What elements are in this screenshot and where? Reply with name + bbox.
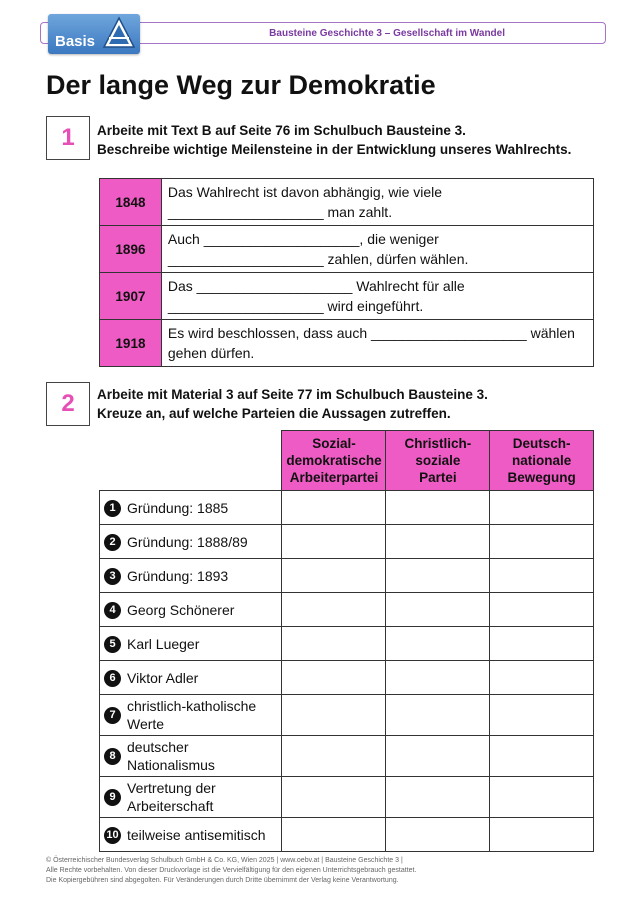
timeline-year: 1918 bbox=[100, 320, 162, 367]
checkbox-cell-csp[interactable] bbox=[386, 525, 490, 559]
statement-label: Gründung: 1893 bbox=[127, 567, 229, 584]
checkbox-cell-sdap[interactable] bbox=[282, 818, 386, 852]
timeline-text[interactable] bbox=[161, 226, 593, 273]
timeline-text-line1: Auch ____________________, die weniger bbox=[167, 231, 439, 247]
timeline-text[interactable] bbox=[161, 273, 593, 320]
checkbox-cell-sdap[interactable] bbox=[282, 695, 386, 736]
statement-row bbox=[100, 525, 594, 559]
checkbox-cell-sdap[interactable] bbox=[282, 661, 386, 695]
checkbox-cell-deutschnational[interactable] bbox=[490, 627, 594, 661]
statement-label: Viktor Adler bbox=[127, 669, 199, 686]
column-header-deutschnational: Deutsch- nationale Bewegung bbox=[490, 431, 594, 491]
page-title: Der lange Weg zur Demokratie bbox=[46, 70, 436, 100]
task-1-instruction-line1: Arbeite mit Text B auf Seite 76 im Schulbuch Bausteine 3. bbox=[97, 123, 466, 138]
checkbox-cell-csp[interactable] bbox=[386, 559, 490, 593]
checkbox-cell-deutschnational[interactable] bbox=[490, 593, 594, 627]
checkbox-cell-csp[interactable] bbox=[386, 736, 490, 777]
footer-line2: Alle Rechte vorbehalten. Von dieser Druckvorlage ist die Vervielfältigung für den eigenen Unterrichtsgebrauch gestattet. bbox=[46, 867, 417, 874]
timeline-text[interactable] bbox=[161, 320, 593, 367]
number-badge-icon: 3 bbox=[104, 568, 121, 585]
timeline-row bbox=[100, 226, 594, 273]
statement-label-cell bbox=[100, 627, 282, 661]
checkbox-cell-csp[interactable] bbox=[386, 818, 490, 852]
number-badge-icon: 4 bbox=[104, 602, 121, 619]
timeline-year: 1907 bbox=[100, 273, 162, 320]
checkbox-cell-csp[interactable] bbox=[386, 593, 490, 627]
timeline-text-line1: Das ____________________ Wahlrecht für alle bbox=[167, 278, 465, 294]
checkbox-cell-deutschnational[interactable] bbox=[490, 559, 594, 593]
statement-label: Gründung: 1888/89 bbox=[127, 533, 248, 550]
statement-label: Karl Lueger bbox=[127, 635, 200, 652]
timeline-text-line2: ____________________ man zahlt. bbox=[167, 204, 393, 220]
statement-label: christlich-katholische Werte bbox=[127, 698, 257, 732]
statement-row bbox=[100, 559, 594, 593]
number-badge-icon: 9 bbox=[104, 789, 121, 806]
checkbox-cell-sdap[interactable] bbox=[282, 627, 386, 661]
statement-label-cell bbox=[100, 777, 282, 818]
triangle-logo-icon bbox=[102, 16, 136, 50]
statement-label-cell bbox=[100, 593, 282, 627]
number-badge-icon: 5 bbox=[104, 636, 121, 653]
checkbox-cell-sdap[interactable] bbox=[282, 777, 386, 818]
checkbox-cell-csp[interactable] bbox=[386, 777, 490, 818]
checkbox-cell-deutschnational[interactable] bbox=[490, 777, 594, 818]
number-badge-icon: 10 bbox=[104, 827, 121, 844]
statement-label: deutscher Nationalismus bbox=[127, 739, 215, 773]
statement-row bbox=[100, 695, 594, 736]
party-table bbox=[99, 430, 594, 852]
checkbox-cell-deutschnational[interactable] bbox=[490, 525, 594, 559]
task-1-number: 1 bbox=[46, 116, 90, 160]
timeline-text-line2: ____________________ wird eingeführt. bbox=[167, 298, 424, 314]
footer-line1: © Österreichischer Bundesverlag Schulbuch GmbH & Co. KG, Wien 2025 | www.oebv.at | Bausteine Geschichte 3 | bbox=[46, 857, 403, 864]
statement-label-cell bbox=[100, 525, 282, 559]
statement-label: Gründung: 1885 bbox=[127, 499, 229, 516]
number-badge-icon: 2 bbox=[104, 534, 121, 551]
basis-logo bbox=[48, 14, 140, 54]
timeline-row bbox=[100, 273, 594, 320]
checkbox-cell-sdap[interactable] bbox=[282, 491, 386, 525]
checkbox-cell-csp[interactable] bbox=[386, 661, 490, 695]
timeline-text[interactable] bbox=[161, 179, 593, 226]
statement-label-cell bbox=[100, 661, 282, 695]
checkbox-cell-csp[interactable] bbox=[386, 491, 490, 525]
timeline-table bbox=[99, 178, 594, 367]
statement-row bbox=[100, 627, 594, 661]
checkbox-cell-sdap[interactable] bbox=[282, 525, 386, 559]
column-header-csp: Christlich- soziale Partei bbox=[386, 431, 490, 491]
checkbox-cell-deutschnational[interactable] bbox=[490, 695, 594, 736]
checkbox-cell-sdap[interactable] bbox=[282, 736, 386, 777]
checkbox-cell-sdap[interactable] bbox=[282, 593, 386, 627]
timeline-text-line2: ____________________ zahlen, dürfen wählen. bbox=[167, 251, 469, 267]
checkbox-cell-csp[interactable] bbox=[386, 627, 490, 661]
timeline-year: 1896 bbox=[100, 226, 162, 273]
statement-label-cell bbox=[100, 736, 282, 777]
timeline-text-line2: gehen dürfen. bbox=[167, 345, 255, 361]
footer-line3: Die Kopiergebühren sind abgegolten. Für Veränderungen durch Dritte übernimmt der Verlag keine Verantwortung. bbox=[46, 877, 399, 884]
timeline-row bbox=[100, 179, 594, 226]
number-badge-icon: 8 bbox=[104, 748, 121, 765]
checkbox-cell-deutschnational[interactable] bbox=[490, 818, 594, 852]
footer-copyright bbox=[46, 856, 606, 886]
column-header-sdap: Sozial- demokratische Arbeiterpartei bbox=[282, 431, 386, 491]
statement-label-cell bbox=[100, 559, 282, 593]
checkbox-cell-csp[interactable] bbox=[386, 695, 490, 736]
task-2-instruction-line1: Arbeite mit Material 3 auf Seite 77 im Schulbuch Bausteine 3. bbox=[97, 387, 488, 402]
statement-label: Georg Schönerer bbox=[127, 601, 235, 618]
statement-label-cell bbox=[100, 491, 282, 525]
task-1-instruction-line2: Beschreibe wichtige Meilensteine in der Entwicklung unseres Wahlrechts. bbox=[97, 142, 572, 157]
statement-label-cell bbox=[100, 818, 282, 852]
timeline-text-line1: Es wird beschlossen, dass auch ____________________ wählen bbox=[167, 325, 575, 341]
statement-row bbox=[100, 818, 594, 852]
statement-row bbox=[100, 736, 594, 777]
timeline-year: 1848 bbox=[100, 179, 162, 226]
timeline-text-line1: Das Wahlrecht ist davon abhängig, wie viele bbox=[167, 184, 443, 200]
task-2-instruction bbox=[97, 385, 607, 423]
number-badge-icon: 6 bbox=[104, 670, 121, 687]
empty-corner bbox=[100, 431, 282, 491]
checkbox-cell-deutschnational[interactable] bbox=[490, 736, 594, 777]
party-header-row bbox=[100, 431, 594, 491]
statement-row bbox=[100, 661, 594, 695]
statement-row bbox=[100, 593, 594, 627]
statement-row bbox=[100, 491, 594, 525]
statement-row bbox=[100, 777, 594, 818]
checkbox-cell-deutschnational[interactable] bbox=[490, 661, 594, 695]
statement-label: teilweise antisemitisch bbox=[127, 826, 266, 843]
timeline-row bbox=[100, 320, 594, 367]
task-2-instruction-line2: Kreuze an, auf welche Parteien die Aussagen zutreffen. bbox=[97, 406, 451, 421]
statement-label-cell bbox=[100, 695, 282, 736]
statement-label: Vertretung der Arbeiterschaft bbox=[127, 780, 216, 814]
task-1-instruction bbox=[97, 121, 607, 159]
task-2-number: 2 bbox=[46, 382, 90, 426]
logo-text: Basis bbox=[55, 33, 96, 50]
header-title: Bausteine Geschichte 3 – Gesellschaft im Wandel bbox=[269, 28, 505, 39]
checkbox-cell-deutschnational[interactable] bbox=[490, 491, 594, 525]
number-badge-icon: 7 bbox=[104, 707, 121, 724]
number-badge-icon: 1 bbox=[104, 500, 121, 517]
checkbox-cell-sdap[interactable] bbox=[282, 559, 386, 593]
